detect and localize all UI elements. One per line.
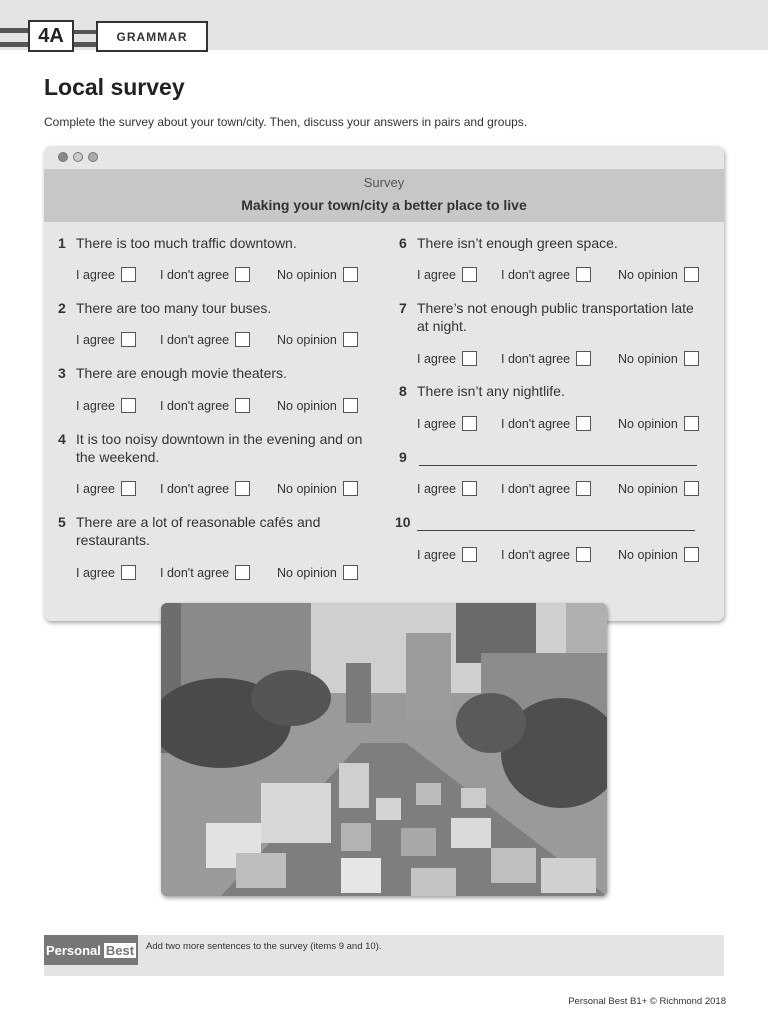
header-stripe: [72, 42, 97, 47]
item-text: There are too many tour buses.: [76, 300, 272, 316]
option-no-opinion[interactable]: No opinion: [618, 416, 699, 431]
option-no-opinion[interactable]: No opinion: [277, 267, 358, 282]
checkbox[interactable]: [121, 267, 136, 282]
checkbox[interactable]: [462, 416, 477, 431]
option-agree[interactable]: I agree: [76, 267, 136, 282]
survey-item: [58, 234, 368, 252]
option-no-opinion[interactable]: No opinion: [277, 565, 358, 580]
option-disagree[interactable]: I don't agree: [160, 332, 250, 347]
survey-item: [58, 364, 368, 382]
personal-best-logo: Personal Best: [44, 935, 138, 965]
checkbox[interactable]: [343, 332, 358, 347]
survey-item: [399, 234, 709, 252]
checkbox[interactable]: [235, 267, 250, 282]
checkbox[interactable]: [576, 267, 591, 282]
answer-options: [417, 267, 707, 285]
item-text: There isn’t any nightlife.: [417, 383, 565, 399]
option-agree[interactable]: I agree: [76, 565, 136, 580]
item-number: 1: [58, 235, 66, 251]
item-text: There isn’t enough green space.: [417, 235, 618, 251]
checkbox[interactable]: [235, 481, 250, 496]
page-title: Local survey: [44, 74, 185, 100]
option-disagree[interactable]: I don't agree: [160, 267, 250, 282]
checkbox[interactable]: [684, 481, 699, 496]
checkbox[interactable]: [235, 398, 250, 413]
option-agree[interactable]: I agree: [76, 332, 136, 347]
checkbox[interactable]: [576, 416, 591, 431]
survey-item: [58, 299, 368, 317]
answer-options: [417, 416, 707, 434]
option-agree[interactable]: I agree: [76, 481, 136, 496]
window-dot-icon: [88, 152, 98, 162]
option-disagree[interactable]: I don't agree: [501, 267, 591, 282]
option-agree[interactable]: I agree: [417, 416, 477, 431]
option-disagree[interactable]: I don't agree: [501, 351, 591, 366]
checkbox[interactable]: [121, 332, 136, 347]
answer-options: [76, 398, 366, 416]
answer-options: [76, 332, 366, 350]
answer-options: [417, 351, 707, 369]
option-agree[interactable]: I agree: [417, 351, 477, 366]
checkbox[interactable]: [684, 416, 699, 431]
photo-illustration: [161, 603, 607, 896]
option-disagree[interactable]: I don't agree: [501, 416, 591, 431]
checkbox[interactable]: [462, 267, 477, 282]
instructions: Complete the survey about your town/city. Then, discuss your answers in pairs and groups.: [44, 115, 528, 129]
survey-header: [44, 169, 724, 222]
checkbox[interactable]: [684, 267, 699, 282]
city-traffic-photo: [161, 603, 607, 896]
item-text: There are enough movie theaters.: [76, 365, 287, 381]
personal-best-instruction: Add two more sentences to the survey (items 9 and 10).: [146, 941, 382, 952]
item-number: 2: [58, 300, 66, 316]
survey-subtitle: Survey: [363, 175, 405, 190]
survey-window: [44, 146, 724, 621]
item-number: 4: [58, 431, 66, 447]
item-number: 10: [395, 514, 411, 530]
item-text: It is too noisy downtown in the evening and on the weekend.: [76, 431, 363, 465]
write-in-line[interactable]: [417, 517, 695, 531]
checkbox[interactable]: [343, 267, 358, 282]
checkbox[interactable]: [235, 565, 250, 580]
answer-options: [76, 565, 366, 583]
checkbox[interactable]: [343, 481, 358, 496]
header-stripe: [0, 28, 30, 33]
option-agree[interactable]: I agree: [76, 398, 136, 413]
window-dot-icon: [73, 152, 83, 162]
option-agree[interactable]: I agree: [417, 481, 477, 496]
write-in-line[interactable]: [419, 452, 697, 466]
unit-label: 4A: [28, 20, 74, 52]
option-disagree[interactable]: I don't agree: [501, 547, 591, 562]
survey-heading: Making your town/city a better place to live: [241, 197, 527, 213]
checkbox[interactable]: [684, 547, 699, 562]
answer-options: [417, 481, 707, 499]
checkbox[interactable]: [121, 481, 136, 496]
window-dot-icon: [58, 152, 68, 162]
option-agree[interactable]: I agree: [417, 547, 477, 562]
checkbox[interactable]: [684, 351, 699, 366]
item-text: There are a lot of reasonable cafés and restaurants.: [76, 514, 321, 548]
checkbox[interactable]: [343, 398, 358, 413]
checkbox[interactable]: [462, 351, 477, 366]
item-number: 6: [399, 235, 407, 251]
option-disagree[interactable]: I don't agree: [501, 481, 591, 496]
item-text: There is too much traffic downtown.: [76, 235, 297, 251]
option-no-opinion[interactable]: No opinion: [277, 332, 358, 347]
option-no-opinion[interactable]: No opinion: [618, 481, 699, 496]
option-disagree[interactable]: I don't agree: [160, 565, 250, 580]
checkbox[interactable]: [462, 481, 477, 496]
option-disagree[interactable]: I don't agree: [160, 398, 250, 413]
checkbox[interactable]: [121, 398, 136, 413]
survey-item: [399, 448, 719, 466]
option-agree[interactable]: I agree: [417, 267, 477, 282]
section-label: GRAMMAR: [96, 21, 208, 52]
item-number: 8: [399, 383, 407, 399]
header-stripe: [72, 30, 97, 34]
option-no-opinion[interactable]: No opinion: [277, 398, 358, 413]
item-number: 9: [399, 449, 407, 465]
checkbox[interactable]: [121, 565, 136, 580]
option-no-opinion[interactable]: No opinion: [618, 267, 699, 282]
option-no-opinion[interactable]: No opinion: [618, 547, 699, 562]
item-number: 5: [58, 514, 66, 530]
answer-options: [76, 267, 366, 285]
survey-item: [58, 513, 368, 549]
checkbox[interactable]: [462, 547, 477, 562]
survey-item: [399, 382, 709, 400]
survey-item: [58, 430, 368, 466]
checkbox[interactable]: [235, 332, 250, 347]
option-no-opinion[interactable]: No opinion: [618, 351, 699, 366]
answer-options: [76, 481, 366, 499]
item-number: 3: [58, 365, 66, 381]
item-number: 7: [399, 300, 407, 316]
checkbox[interactable]: [576, 351, 591, 366]
survey-item: [395, 513, 719, 531]
item-text: There’s not enough public transportation late at night.: [417, 300, 694, 334]
checkbox[interactable]: [343, 565, 358, 580]
survey-item: [399, 299, 709, 335]
copyright: Personal Best B1+ © Richmond 2018: [568, 996, 726, 1007]
header-stripe: [0, 42, 30, 47]
option-disagree[interactable]: I don't agree: [160, 481, 250, 496]
option-no-opinion[interactable]: No opinion: [277, 481, 358, 496]
checkbox[interactable]: [576, 547, 591, 562]
checkbox[interactable]: [576, 481, 591, 496]
window-titlebar: [44, 146, 724, 168]
answer-options: [417, 547, 707, 565]
